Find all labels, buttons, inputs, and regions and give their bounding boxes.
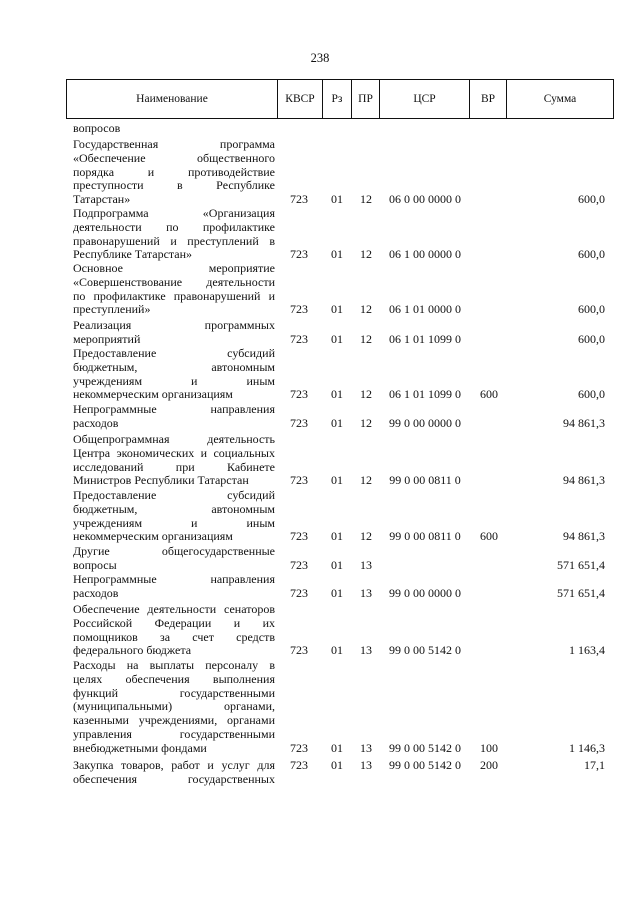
- row-sum: 571 651,4: [557, 585, 605, 600]
- row-csr: 99 0 00 0000 0: [389, 585, 461, 600]
- row-pr: 13: [360, 585, 372, 600]
- row-name-line: учреждениям и иным: [73, 515, 275, 530]
- row-name-line: управления государственными: [73, 726, 275, 741]
- row-name: [73, 347, 275, 402]
- row-name-line: Другие общегосударственные: [73, 544, 275, 558]
- header-csr: ЦСР: [380, 80, 470, 118]
- row-vr: 600: [480, 387, 498, 402]
- row-kvsr: 723: [290, 192, 308, 207]
- row-name-line: Республике Татарстан»: [73, 247, 193, 262]
- row-rz: 01: [331, 740, 343, 755]
- row-name-line: Государственная программа: [73, 137, 275, 151]
- row-rz: 01: [331, 247, 343, 262]
- row-name: [73, 489, 275, 544]
- row-sum: 17,1: [584, 758, 605, 772]
- row-name-line: целях обеспечения выполнения: [73, 671, 275, 686]
- row-name: [73, 545, 275, 573]
- row-name-line: исследований при Кабинете: [73, 459, 275, 474]
- row-vr: 600: [480, 529, 498, 544]
- row-rz: 01: [331, 473, 343, 488]
- header-vr: ВР: [470, 80, 507, 118]
- row-vr: 200: [480, 758, 498, 772]
- row-name-line: порядка и противодействие: [73, 164, 275, 179]
- row-pr: 12: [360, 247, 372, 262]
- row-name: [73, 759, 275, 787]
- row-sum: 94 861,3: [563, 415, 605, 430]
- row-name: [73, 319, 275, 347]
- row-name-line: помощников за счет средств: [73, 629, 275, 644]
- row-name: [73, 573, 275, 601]
- row-name-line: «Совершенствование деятельности: [73, 274, 275, 289]
- row-name: [73, 207, 275, 262]
- row-name: [73, 659, 275, 756]
- row-kvsr: 723: [290, 585, 308, 600]
- row-name-line: функций государственными: [73, 685, 275, 700]
- row-name-line: вопросы: [73, 557, 117, 572]
- row-csr: 06 1 01 1099 0: [389, 387, 461, 402]
- row-sum: 600,0: [578, 302, 605, 317]
- row-name-line: Центра экономических и социальных: [73, 445, 275, 460]
- row-kvsr: 723: [290, 387, 308, 402]
- row-rz: 01: [331, 557, 343, 572]
- row-name-line: бюджетным, автономным: [73, 359, 275, 374]
- row-name-line: расходов: [73, 415, 119, 430]
- row-name-line: Основное мероприятие: [73, 261, 275, 275]
- row-csr: 06 1 01 1099 0: [389, 331, 461, 346]
- row-name: [73, 122, 275, 136]
- row-pr: 12: [360, 473, 372, 488]
- row-name-line: Непрограммные направления: [73, 572, 275, 586]
- row-name-line: Обеспечение деятельности сенаторов: [73, 602, 275, 616]
- row-pr: 12: [360, 529, 372, 544]
- page-number: 238: [310, 51, 330, 65]
- row-rz: 01: [331, 192, 343, 207]
- row-csr: 06 1 00 0000 0: [389, 247, 461, 262]
- row-sum: 600,0: [578, 247, 605, 262]
- row-kvsr: 723: [290, 415, 308, 430]
- row-csr: 99 0 00 5142 0: [389, 740, 461, 755]
- row-sum: 94 861,3: [563, 529, 605, 544]
- header-kvsr: КВСР: [278, 80, 323, 118]
- row-sum: 600,0: [578, 331, 605, 346]
- row-csr: 99 0 00 5142 0: [389, 758, 461, 772]
- row-csr: 99 0 00 0000 0: [389, 415, 461, 430]
- row-name-line: преступности в Республике: [73, 178, 275, 193]
- row-kvsr: 723: [290, 529, 308, 544]
- row-pr: 13: [360, 557, 372, 572]
- header-pr: ПР: [352, 80, 380, 118]
- row-name-line: Общепрограммная деятельность: [73, 432, 275, 446]
- row-name-line: Татарстан»: [73, 192, 131, 207]
- row-vr: 100: [480, 740, 498, 755]
- row-name: [73, 403, 275, 431]
- row-name-line: Предоставление субсидий: [73, 346, 275, 360]
- row-name: [73, 433, 275, 488]
- row-csr: 99 0 00 5142 0: [389, 643, 461, 658]
- row-name-line: Российской Федерации и их: [73, 615, 275, 630]
- row-name-line: федерального бюджета: [73, 643, 192, 658]
- row-rz: 01: [331, 302, 343, 317]
- row-rz: 01: [331, 529, 343, 544]
- header-rz: Рз: [323, 80, 352, 118]
- row-name-line: «Обеспечение общественного: [73, 150, 275, 165]
- row-name-line: Подпрограмма «Организация: [73, 206, 275, 220]
- row-csr: 99 0 00 0811 0: [389, 473, 461, 488]
- row-pr: 13: [360, 740, 372, 755]
- row-name-line: бюджетным, автономным: [73, 501, 275, 516]
- row-pr: 13: [360, 758, 372, 772]
- row-name-line: вопросов: [73, 121, 121, 135]
- row-name-line: некоммерческим организациям: [73, 529, 233, 544]
- row-pr: 12: [360, 331, 372, 346]
- row-csr: 06 1 01 0000 0: [389, 302, 461, 317]
- row-rz: 01: [331, 758, 343, 772]
- row-name-line: правонарушений и преступлений в: [73, 233, 275, 248]
- row-sum: 1 146,3: [569, 740, 605, 755]
- row-kvsr: 723: [290, 473, 308, 488]
- row-csr: 99 0 00 0811 0: [389, 529, 461, 544]
- row-pr: 12: [360, 415, 372, 430]
- row-rz: 01: [331, 331, 343, 346]
- row-name-line: некоммерческим организациям: [73, 387, 233, 402]
- row-kvsr: 723: [290, 331, 308, 346]
- row-sum: 571 651,4: [557, 557, 605, 572]
- row-pr: 12: [360, 302, 372, 317]
- row-pr: 12: [360, 192, 372, 207]
- row-kvsr: 723: [290, 302, 308, 317]
- row-kvsr: 723: [290, 247, 308, 262]
- row-name-line: Расходы на выплаты персоналу в: [73, 658, 275, 672]
- row-rz: 01: [331, 643, 343, 658]
- row-name-line: обеспечения государственных: [73, 771, 275, 786]
- row-kvsr: 723: [290, 643, 308, 658]
- row-rz: 01: [331, 585, 343, 600]
- row-kvsr: 723: [290, 557, 308, 572]
- row-name-line: (муниципальными) органами,: [73, 699, 275, 714]
- row-name-line: Реализация программных: [73, 318, 275, 332]
- row-name: [73, 262, 275, 317]
- header-name: Наименование: [67, 80, 278, 118]
- row-name-line: Непрограммные направления: [73, 402, 275, 416]
- row-name: [73, 603, 275, 658]
- table-header: [66, 79, 614, 119]
- row-kvsr: 723: [290, 740, 308, 755]
- row-pr: 13: [360, 643, 372, 658]
- row-kvsr: 723: [290, 758, 308, 772]
- row-name-line: деятельности по профилактике: [73, 219, 275, 234]
- row-rz: 01: [331, 415, 343, 430]
- row-name-line: преступлений»: [73, 302, 151, 317]
- row-name-line: расходов: [73, 585, 119, 600]
- row-name-line: мероприятий: [73, 331, 141, 346]
- header-sum: Сумма: [543, 93, 577, 105]
- row-name-line: учреждениям и иным: [73, 373, 275, 388]
- row-csr: 06 0 00 0000 0: [389, 192, 461, 207]
- row-sum: 1 163,4: [569, 643, 605, 658]
- row-name: [73, 138, 275, 207]
- row-sum: 600,0: [578, 192, 605, 207]
- row-name-line: казенными учреждениями, органами: [73, 713, 275, 728]
- row-name-line: Закупка товаров, работ и услуг для: [73, 758, 275, 772]
- row-name-line: по профилактике правонарушений и: [73, 288, 275, 303]
- row-rz: 01: [331, 387, 343, 402]
- row-sum: 600,0: [578, 387, 605, 402]
- row-sum: 94 861,3: [563, 473, 605, 488]
- row-name-line: Министров Республики Татарстан: [73, 473, 249, 488]
- row-pr: 12: [360, 387, 372, 402]
- row-name-line: Предоставление субсидий: [73, 488, 275, 502]
- row-name-line: внебюджетными фондами: [73, 740, 207, 755]
